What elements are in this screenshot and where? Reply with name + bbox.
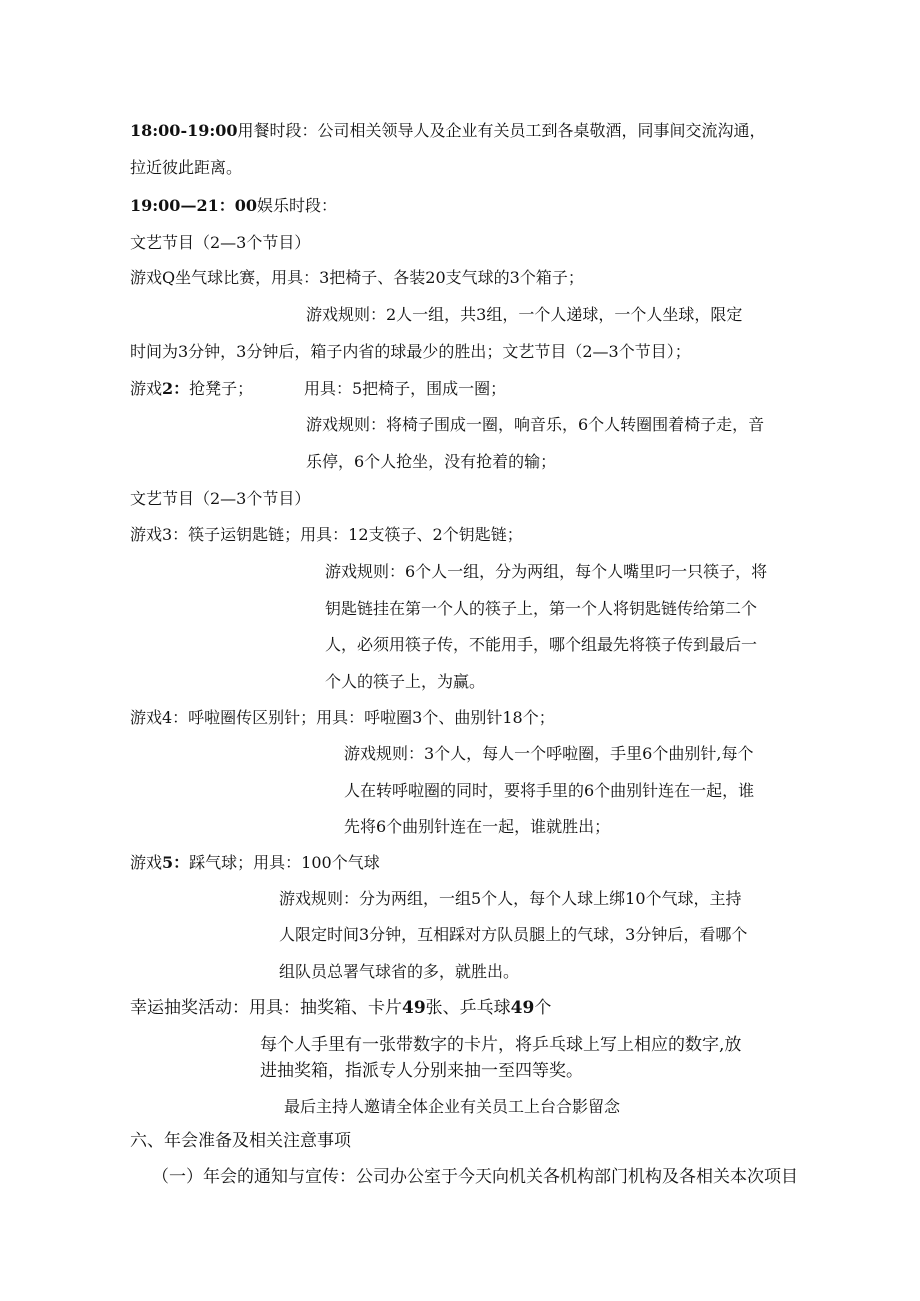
- game-2-label: 游戏: [130, 379, 163, 398]
- game-5-rules-cont-1: 人限定时间3分钟，互相踩对方队员腿上的气球，3分钟后，看哪个: [279, 925, 748, 944]
- notice-line: （一）年会的通知与宣传：公司办公室于今天向机关各机构部门机构及各相关本次项目: [152, 1167, 798, 1187]
- game-5-rules: 游戏规则：分为两组，一组5个人，每个人球上绑10个气球，主持: [279, 889, 742, 908]
- lucky-draw-card-count: 49: [402, 998, 426, 1018]
- entertainment-text: 娱乐时段：: [256, 196, 337, 215]
- lucky-draw-desc: 每个人手里有一张带数字的卡片，将乒乓球上写上相应的数字,放: [260, 1035, 742, 1055]
- performance-line-2: 文艺节目（2—3个节目）: [130, 489, 311, 508]
- dinner-period-line: [130, 120, 766, 142]
- game-3-line: 游戏3：筷子运钥匙链；用具：12支筷子、2个钥匙链；: [130, 525, 523, 544]
- game-1-line: 游戏Q坐气球比赛，用具：3把椅子、各装20支气球的3个箱子；: [130, 268, 584, 287]
- game-2-name: 抢凳子；: [189, 379, 254, 398]
- lucky-draw-desc-cont: 进抽奖箱，指派专人分别来抽一至四等奖。: [260, 1061, 583, 1081]
- dinner-time: 18:00-19:00: [130, 121, 238, 140]
- entertainment-period-line: [130, 195, 337, 217]
- game-4-rules-cont-2: 先将6个曲别针连在一起，谁就胜出；: [344, 817, 611, 836]
- lucky-draw-ball-count: 49: [510, 998, 535, 1018]
- game-5-label: 游戏: [130, 853, 163, 872]
- entertainment-time: 19:00—21：00: [130, 196, 257, 215]
- game-5-line: [130, 852, 380, 874]
- lucky-draw-text-c: 个: [534, 998, 552, 1018]
- lucky-draw-text-a: 幸运抽奖活动：用具：抽奖箱、卡片: [130, 998, 402, 1018]
- game-4-line: 游戏4：呼啦圈传区别针；用具：呼啦圈3个、曲别针18个；: [130, 708, 555, 727]
- game-5-number: 5：: [162, 853, 190, 872]
- dinner-text: 用餐时段：公司相关领导人及企业有关员工到各桌敬酒，同事间交流沟通，: [237, 121, 766, 140]
- game-3-rules-cont-3: 个人的筷子上，为赢。: [325, 672, 486, 691]
- game-4-rules-cont-1: 人在转呼啦圈的同时，要将手里的6个曲别针连在一起，谁: [344, 781, 755, 800]
- game-3-rules-cont-2: 人，必须用筷子传，不能用手，哪个组最先将筷子传到最后一: [325, 635, 758, 654]
- game-2-rules: 游戏规则：将椅子围成一圈，响音乐，6个人转圈围着椅子走，音: [306, 415, 765, 434]
- game-2-number: 2：: [162, 379, 190, 398]
- performance-line-1: 文艺节目（2—3个节目）: [130, 233, 311, 252]
- game-2-line: [130, 378, 253, 400]
- game-1-rules-cont: 时间为3分钟，3分钟后，箱子内省的球最少的胜出；文艺节目（2—3个节目）；: [130, 342, 691, 361]
- game-4-rules: 游戏规则：3个人，每人一个呼啦圈，手里6个曲别针,每个: [344, 744, 754, 763]
- game-5-name: 踩气球；用具：100个气球: [189, 853, 380, 872]
- game-2-tools: 用具：5把椅子，围成一圈；: [304, 379, 507, 398]
- game-5-rules-cont-2: 组队员总署气球省的多，就胜出。: [279, 962, 520, 981]
- game-1-rules: 游戏规则：2人一组，共3组，一个人递球，一个人坐球，限定: [306, 305, 743, 324]
- game-3-rules: 游戏规则：6个人一组，分为两组，每个人嘴里叼一只筷子，将: [325, 562, 768, 581]
- lucky-draw-text-b: 张、乒乓球: [425, 998, 511, 1018]
- section-six-heading: 六、年会准备及相关注意事项: [130, 1131, 351, 1151]
- game-2-rules-cont: 乐停，6个人抢坐，没有抢着的输；: [306, 452, 557, 471]
- lucky-draw-line: [130, 997, 551, 1019]
- dinner-period-cont: 拉近彼此距离。: [130, 158, 243, 177]
- game-3-rules-cont-1: 钥匙链挂在第一个人的筷子上，第一个人将钥匙链传给第二个: [325, 599, 758, 618]
- group-photo-line: 最后主持人邀请全体企业有关员工上台合影留念: [284, 1097, 621, 1116]
